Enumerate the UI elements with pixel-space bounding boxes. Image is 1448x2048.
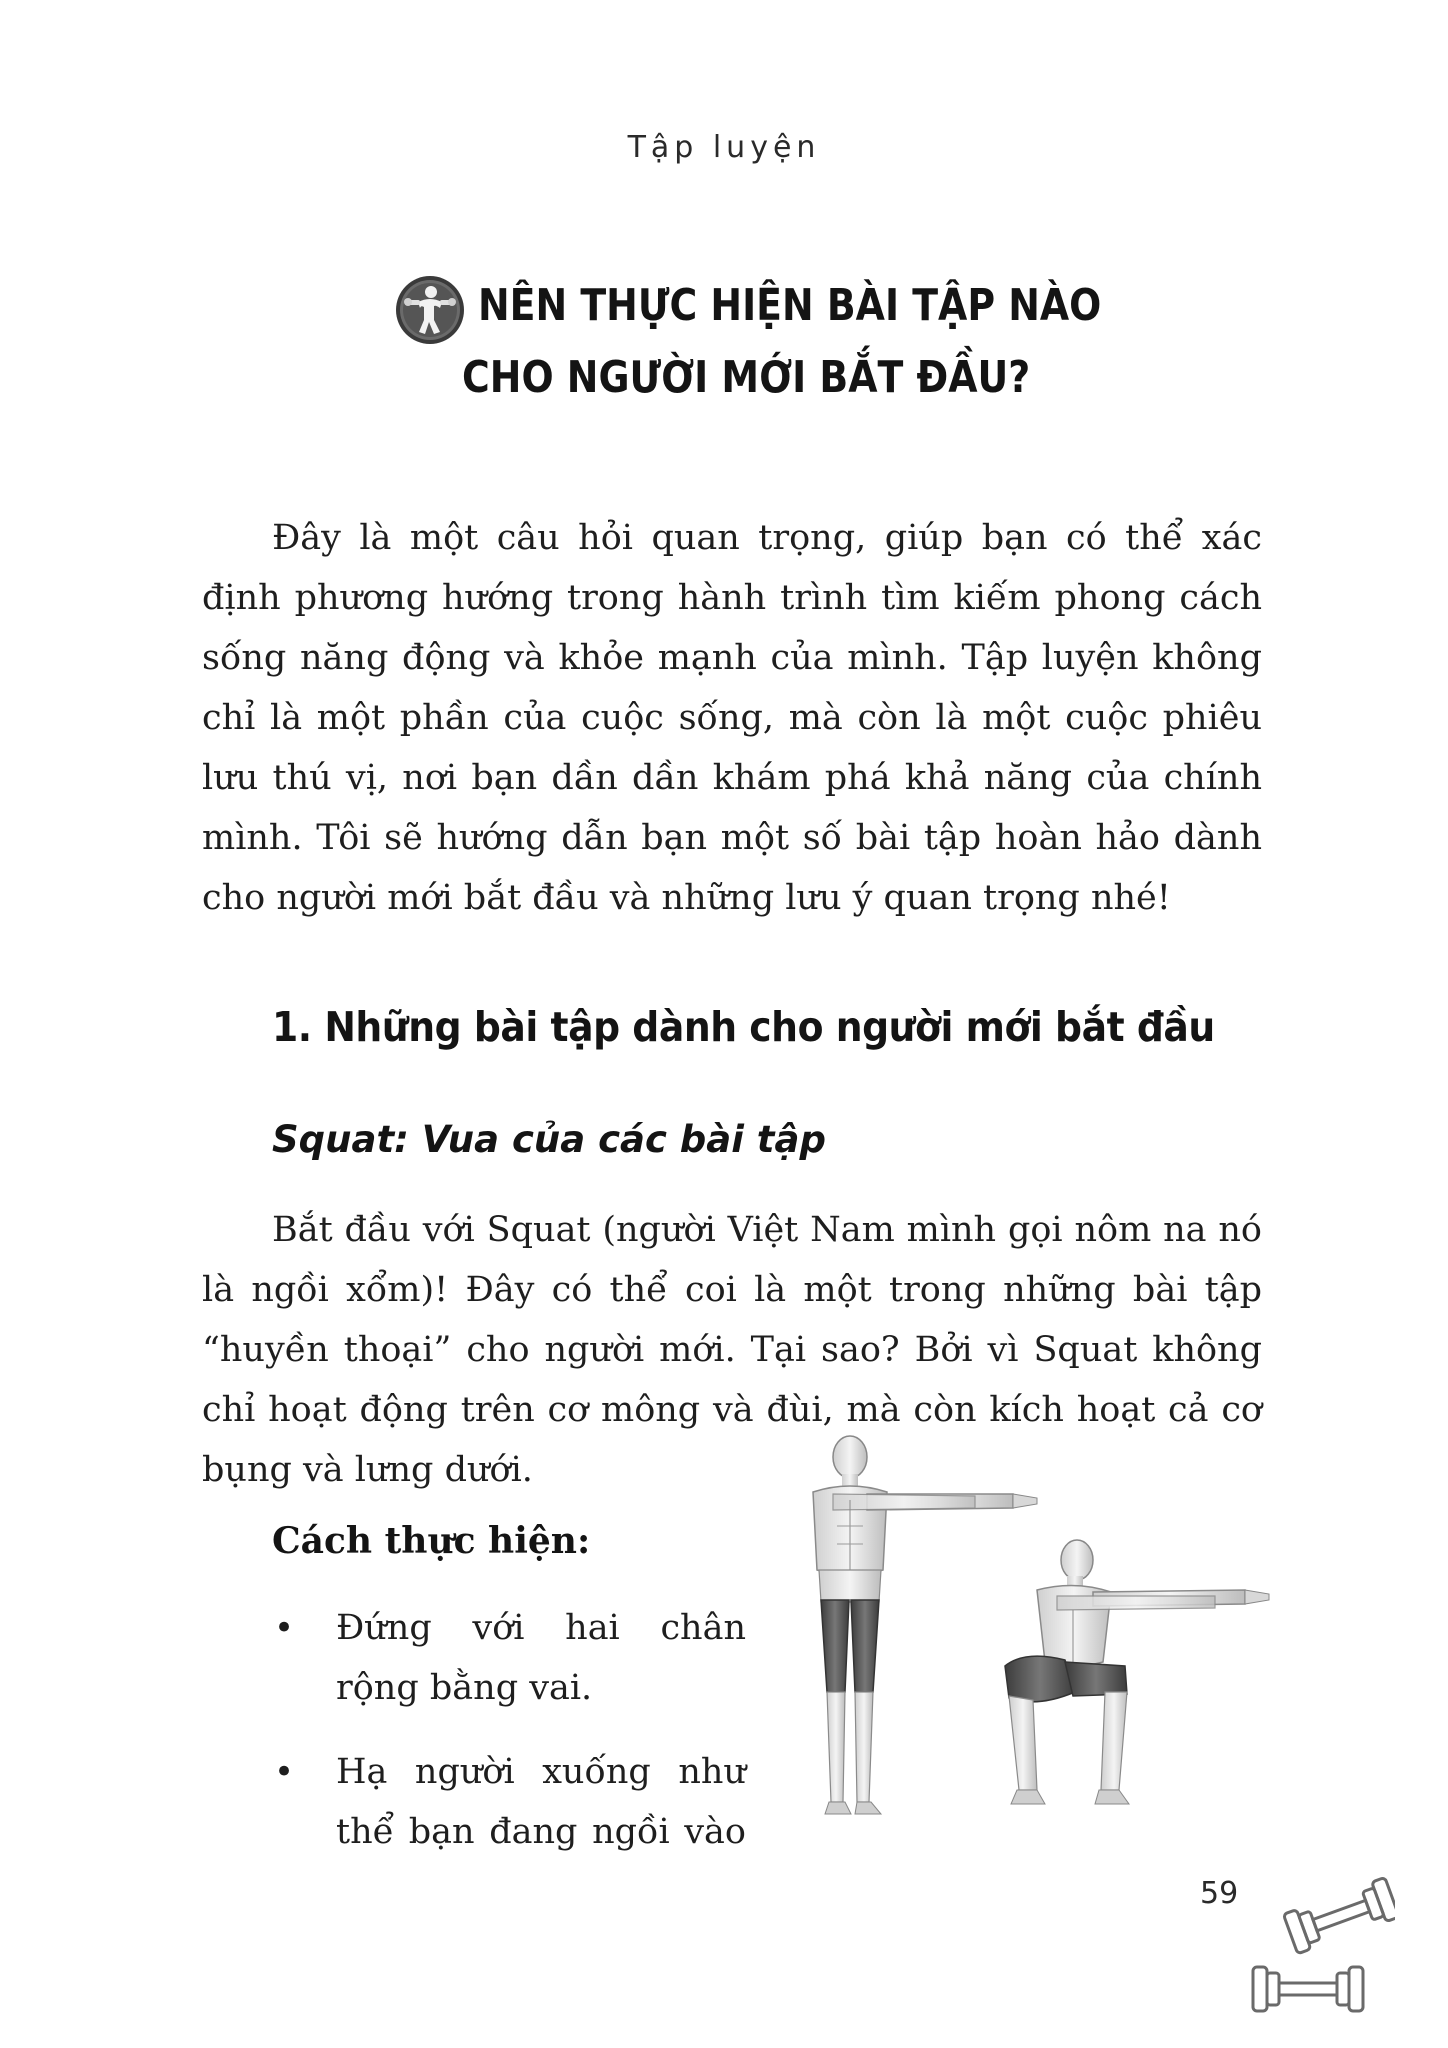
- bullet-icon: •: [274, 1608, 295, 1648]
- intro-paragraph: Đây là một câu hỏi quan trọng, giúp bạn có thể xác định phương hướng trong hành trình tìm kiếm phong cách sống năng động và khỏe mạnh của mình. Tập luyện không chỉ là một phần của cuộc sống, mà còn là một cuộc phiêu lưu thú vị, nơi bạn dần dần khám phá khả năng của chính mình. Tôi sẽ hướng dẫn bạn một số bài tập hoàn hảo dành cho người mới bắt đầu và những lưu ý quan trọng nhé!: [202, 518, 1262, 918]
- bullet-icon: •: [274, 1752, 295, 1792]
- squat-paragraph: Bắt đầu với Squat (người Việt Nam mình gọi nôm na nó là ngồi xổm)! Đây có thể coi là một trong những bài tập “huyền thoại” cho người mới. Tại sao? Bởi vì Squat không chỉ hoạt động trên cơ mông và đùi, mà còn kích hoạt cả cơ bụng và lưng dưới.: [202, 1210, 1262, 1490]
- how-to-list: [272, 1598, 746, 1886]
- athlete-icon: [394, 274, 466, 346]
- running-header: Tập luyện: [627, 130, 821, 165]
- dumbbell-icon: [1245, 1865, 1395, 2025]
- chapter-title: [380, 270, 1140, 414]
- standing-figure: [813, 1436, 1037, 1814]
- squatting-figure: [1005, 1540, 1269, 1804]
- list-item-text: Hạ người xuống như thể bạn đang ngồi vào: [336, 1752, 746, 1852]
- section-heading: 1. Những bài tập dành cho người mới bắt đầu: [272, 1003, 1215, 1051]
- list-item-text: Đứng với hai chân rộng bằng vai.: [336, 1608, 746, 1708]
- squat-illustration: [775, 1430, 1285, 1870]
- squat-subheading: Squat: Vua của các bài tập: [272, 1118, 826, 1161]
- how-to-label: Cách thực hiện:: [272, 1520, 591, 1562]
- list-item: [272, 1598, 746, 1718]
- page-number: 59: [1200, 1876, 1239, 1911]
- title-line-2: CHO NGƯỜI MỚI BẮT ĐẦU?: [462, 352, 1031, 403]
- title-line-1: NÊN THỰC HIỆN BÀI TẬP NÀO: [478, 280, 1102, 331]
- list-item: [272, 1742, 746, 1862]
